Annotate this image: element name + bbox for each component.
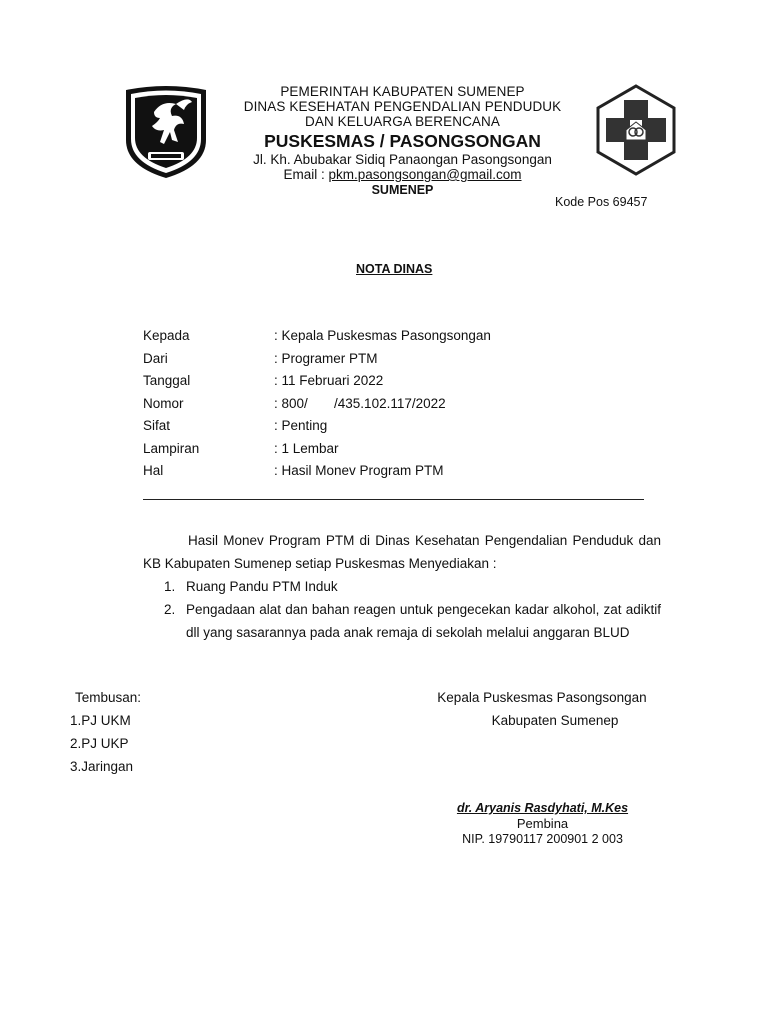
field-label: Tanggal bbox=[143, 373, 191, 388]
tembusan-item: 3.Jaringan bbox=[70, 759, 134, 774]
list-item bbox=[143, 598, 661, 644]
letterhead-title: PUSKESMAS / PASONGSONGAN bbox=[264, 131, 541, 151]
field-value: : 11 Februari 2022 bbox=[274, 373, 384, 388]
field-label: Hal bbox=[143, 463, 164, 478]
letterhead-email-line bbox=[215, 167, 590, 183]
tembusan-block bbox=[70, 686, 141, 778]
signatory-rank: Pembina bbox=[516, 816, 569, 831]
tembusan-item: 2.PJ UKP bbox=[70, 736, 129, 751]
tembusan-item: 1.PJ UKM bbox=[70, 713, 131, 728]
field-value: : 1 Lembar bbox=[274, 440, 339, 456]
puskesmas-logo-icon bbox=[590, 84, 682, 176]
signatory-nip: NIP. 19790117 200901 2 003 bbox=[462, 832, 623, 846]
field-label: Sifat bbox=[143, 418, 171, 433]
field-value: : Programer PTM bbox=[274, 350, 378, 366]
sumenep-emblem-icon bbox=[118, 82, 214, 180]
email-label: Email : bbox=[283, 167, 329, 182]
body-paragraph: Hasil Monev Program PTM di Dinas Kesehatan Pengendalian Penduduk dan KB Kabupaten Sumenep setiap Puskesmas Menyediakan : bbox=[143, 533, 661, 571]
letterhead-city: SUMENEP bbox=[371, 183, 434, 197]
signature-position: Kepala Puskesmas Pasongsongan bbox=[437, 690, 647, 705]
list-text: Pengadaan alat dan bahan reagen untuk pengecekan kadar alkohol, zat adiktif dll yang sasarannya pada anak remaja di sekolah melalui anggaran BLUD bbox=[186, 602, 661, 640]
field-label: Lampiran bbox=[143, 440, 200, 456]
list-number: 1. bbox=[164, 579, 176, 594]
signature-region: Kabupaten Sumenep bbox=[491, 713, 619, 728]
body-list bbox=[143, 575, 661, 644]
field-value: : Penting bbox=[274, 418, 328, 433]
postal-code: Kode Pos 69457 bbox=[555, 195, 648, 209]
list-text: Ruang Pandu PTM Induk bbox=[186, 579, 338, 594]
field-label: Nomor bbox=[143, 395, 184, 411]
signature-block bbox=[400, 686, 684, 732]
letterhead bbox=[215, 84, 590, 198]
email-link[interactable]: pkm.pasongsongan@gmail.com bbox=[328, 167, 522, 182]
field-value: : Hasil Monev Program PTM bbox=[274, 463, 444, 478]
field-value: : 800/ /435.102.117/2022 bbox=[274, 395, 446, 411]
memo-title: NOTA DINAS bbox=[356, 262, 433, 276]
tembusan-label: Tembusan: bbox=[75, 690, 142, 705]
letterhead-address: Jl. Kh. Abubakar Sidiq Panaongan Pasongsongan bbox=[253, 152, 552, 167]
divider bbox=[143, 499, 644, 500]
field-label: Kepada bbox=[143, 328, 190, 343]
field-value: : Kepala Puskesmas Pasongsongan bbox=[274, 328, 491, 343]
letterhead-agency: DINAS KESEHATAN PENGENDALIAN PENDUDUK bbox=[243, 99, 562, 114]
signatory-name: dr. Aryanis Rasdyhati, M.Kes bbox=[456, 801, 629, 815]
list-number: 2. bbox=[164, 602, 176, 617]
memo-body bbox=[143, 529, 661, 644]
field-label: Dari bbox=[143, 350, 168, 366]
letterhead-government: PEMERINTAH KABUPATEN SUMENEP bbox=[280, 84, 525, 99]
list-item bbox=[143, 575, 661, 598]
letterhead-agency-cont: DAN KELUARGA BERENCANA bbox=[304, 114, 500, 129]
